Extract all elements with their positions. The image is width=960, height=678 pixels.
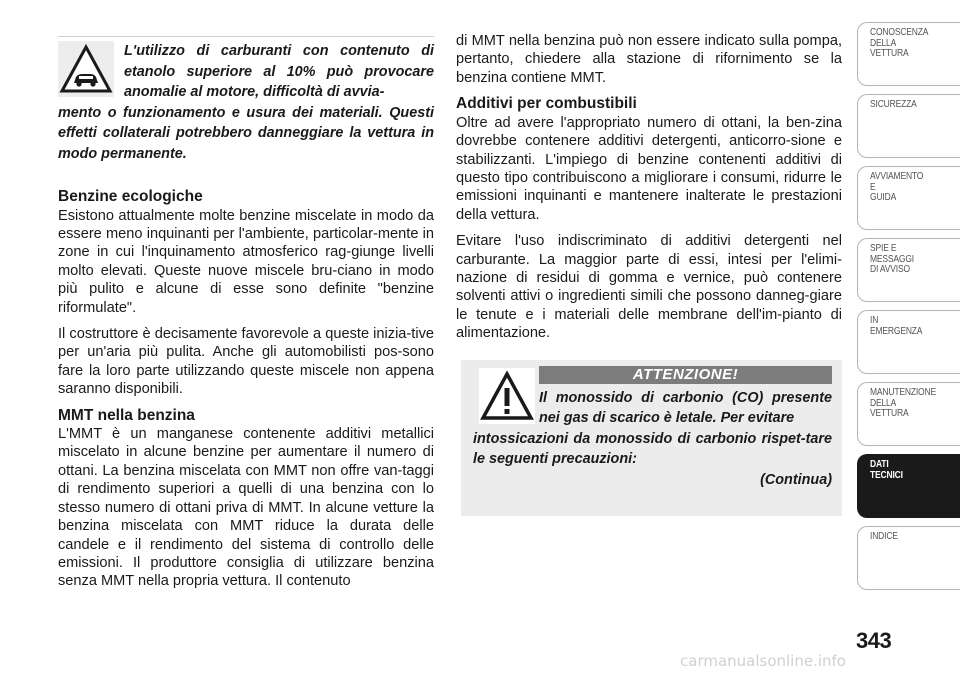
watermark: carmanualsonline.info [680,652,846,670]
chapter-tab-label: EMERGENZA [870,325,923,337]
attention-box [461,360,842,516]
right-column [456,32,842,516]
paragraph: Evitare l'uso indiscriminato di additivi detergenti nel carburante. La maggior parte di essi, intesi per l'elimi-nazione di residui di gomma e vernice, può contenere solventi attivi o ingredienti simili che possono danneg-giare le tenute e i materiali delle membrane dell'im-pianto di alimentazione. [456,233,842,342]
chapter-tab-label: DI AVVISO [870,264,910,275]
chapter-tab-label: E [870,181,876,193]
section-title: Benzine ecologiche [58,188,203,205]
chapter-tab-label: VETTURA [870,48,909,59]
chapter-tab[interactable] [857,94,960,158]
left-column [58,0,434,591]
paragraph: Il costruttore è decisamente favorevole a queste inizia-tive per un'aria più pulita. Anche gli automobilisti pos-sono fare la loro parte utilizzando queste miscele non appena saranno disponibili. [58,325,434,398]
attention-text-first: Il monossido di carbonio (CO) presente nei gas di scarico è letale. Per evitare [539,389,832,427]
chapter-tab[interactable] [857,382,960,446]
chapter-tab[interactable] [857,310,960,374]
section-title: MMT nella benzina [58,406,195,424]
section-title: Additivi per combustibili [456,95,637,113]
chapter-tab-label: MANUTENZIONE [870,387,936,398]
chapter-tab[interactable] [857,454,960,518]
paragraph: Oltre ad avere l'appropriato numero di ottani, la ben-zina dovrebbe contenere additivi detergenti, anticorro-sione e stabilizzanti. L'impiego di benzine contenenti additivi di questo tipo contribuiscono a migliorare i consumi, ridurre le emissioni inquinanti e mantenere inalterate le prestazioni della vettura. [456,114,842,223]
chapter-tab-label: DATI [870,459,889,470]
chapter-tab-label: IN [870,315,879,326]
chapter-tab[interactable] [857,238,960,302]
attention-text-rest: intossicazioni da monossido di carbonio rispet-tare le seguenti precauzioni: [473,430,832,468]
warning-text-rest: mento o funzionamento e usura dei materiali. Questi effetti collaterali potrebbero danneggiare la vettura in modo permanente. [58,104,434,162]
section-additivi [456,95,842,342]
chapter-tab-label: SICUREZZA [870,99,917,110]
attention-heading: ATTENZIONE! [539,366,832,384]
car-warning-icon [58,41,114,97]
chapter-tab-label: MESSAGGI [870,253,914,265]
chapter-tab-label: AVVIAMENTO [870,171,924,182]
continua-label: (Continua) [760,471,832,488]
ethanol-warning [58,36,434,164]
exclamation-warning-icon [479,368,535,424]
section-mmt [58,407,434,591]
paragraph: L'MMT è un manganese contenente additivi metallici miscelato in alcune benzine per aumentare il numero di ottani. La benzina miscelata con MMT non offre van-taggi di rendimento superiori a quelli di una benzina con lo stesso numero di ottani priva di MMT. In alcune vetture la benzina miscelata con MMT riduce la durata delle candele e il rendimento del sistema di controllo delle emissioni. Il produttore consiglia di utilizzare benzina senza MMT nella propria vettura. Il contenuto [58,426,434,590]
chapter-tab-label: INDICE [870,531,898,542]
chapter-tab-label: DELLA [870,397,897,409]
section-benzine-ecologiche [58,188,434,399]
chapter-tab[interactable] [857,22,960,86]
chapter-tab-label: CONOSCENZA [870,27,929,38]
chapter-tab-label: GUIDA [870,192,897,203]
chapter-tab-label: SPIE E [870,243,897,254]
chapter-tabs [857,22,960,598]
chapter-tab[interactable] [857,526,960,590]
chapter-tab-label: DELLA [870,37,897,49]
warning-text-first: L'utilizzo di carburanti con contenuto di etanolo superiore al 10% può provocare anomalie al motore, difficoltà di avvia- [124,43,434,100]
paragraph: Esistono attualmente molte benzine miscelate in modo da essere meno inquinanti per l'ambiente, particolar-mente in zone in cui l'inquinamento atmosferico rag-giunge livelli molto elevati. Queste nuove miscele bru-ciano in modo più pulito e alcune di esse sono definite "benzine riformulate". [58,207,434,316]
chapter-tab-label: VETTURA [870,408,909,419]
page-number: 343 [856,628,892,653]
paragraph-continued: di MMT nella benzina può non essere indicato sulla pompa, pertanto, chiedere alla stazione di rifornimento se la benzina contiene MMT. [456,33,842,86]
chapter-tab-label: TECNICI [870,469,903,481]
chapter-tab[interactable] [857,166,960,230]
